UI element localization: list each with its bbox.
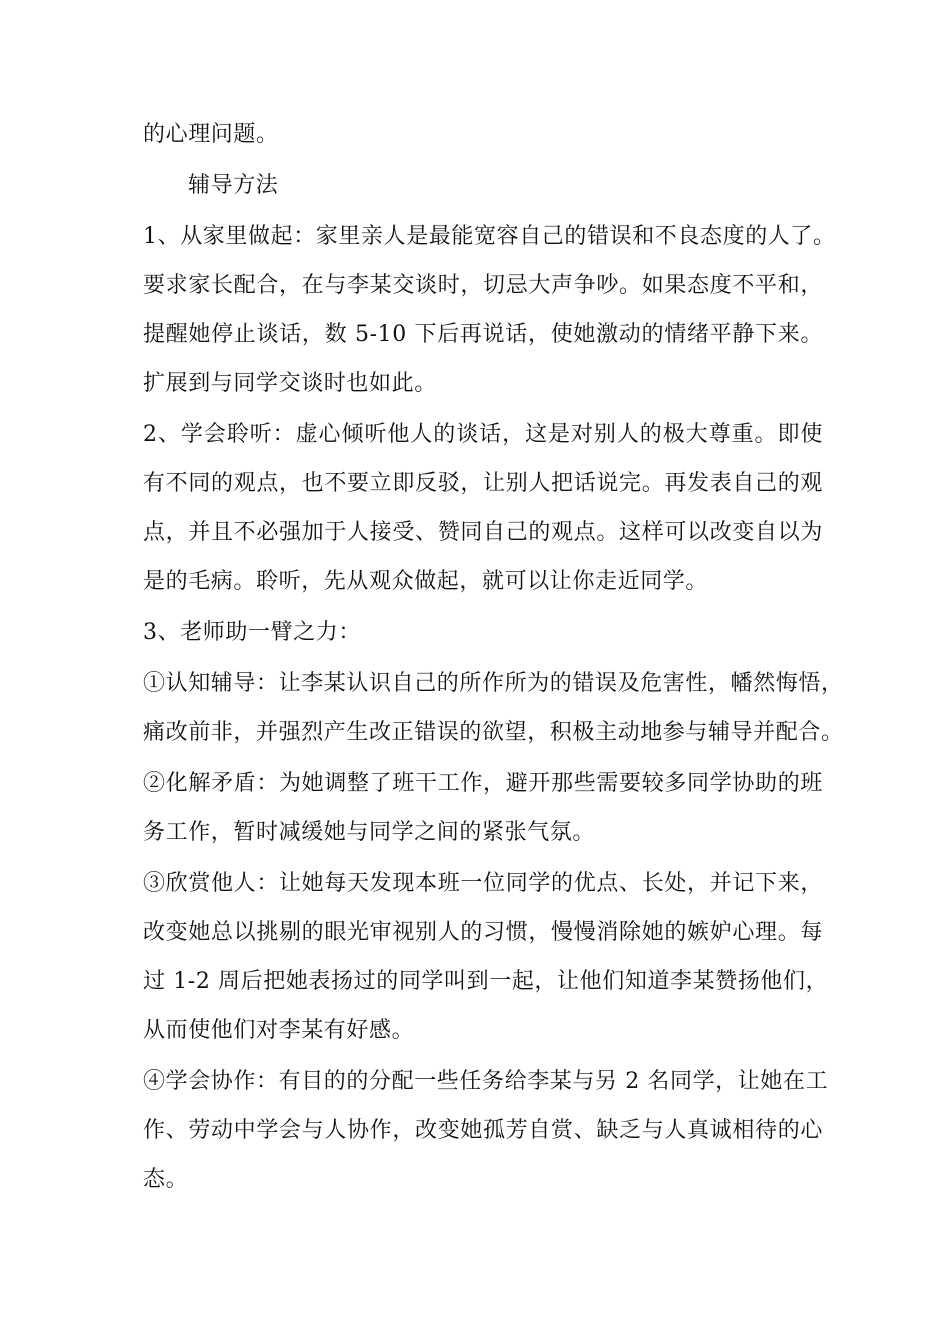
text-line: ④学会协作：有目的的分配一些任务给李某与另 2 名同学，让她在工 <box>143 1069 829 1094</box>
text-line: 从而使他们对李某有好感。 <box>143 1018 415 1043</box>
text-line: 态。 <box>143 1167 189 1192</box>
text-line: ③欣赏他人：让她每天发现本班一位同学的优点、长处，并记下来， <box>143 871 823 896</box>
text-line: 点，并且不必强加于人接受、赞同自己的观点。这样可以改变自以为 <box>143 520 823 545</box>
text-line: ②化解矛盾：为她调整了班干工作，避开那些需要较多同学协助的班 <box>143 771 823 796</box>
text-line: 要求家长配合，在与李某交谈时，切忌大声争吵。如果态度不平和， <box>143 273 823 298</box>
text-line: 2、学会聆听：虚心倾听他人的谈话，这是对别人的极大尊重。即使 <box>143 422 823 447</box>
text-line: 改变她总以挑剔的眼光审视别人的习惯，慢慢消除她的嫉妒心理。每 <box>143 920 823 945</box>
text-line: 1、从家里做起：家里亲人是最能宽容自己的错误和不良态度的人了。 <box>143 224 836 249</box>
section-heading: 辅导方法 <box>188 173 279 198</box>
text-line: 的心理问题。 <box>143 122 279 147</box>
text-line: 有不同的观点，也不要立即反驳，让别人把话说完。再发表自己的观 <box>143 471 823 496</box>
text-line: ①认知辅导：让李某认识自己的所作所为的错误及危害性，幡然悔悟， <box>143 671 844 696</box>
text-line: 作、劳动中学会与人协作，改变她孤芳自赏、缺乏与人真诚相待的心 <box>143 1118 823 1143</box>
text-line: 过 1-2 周后把她表扬过的同学叫到一起，让他们知道李某赞扬他们， <box>143 969 829 994</box>
text-line: 痛改前非，并强烈产生改正错误的欲望，积极主动地参与辅导并配合。 <box>143 720 844 745</box>
text-line: 是的毛病。聆听，先从观众做起，就可以让你走近同学。 <box>143 569 709 594</box>
text-line: 3、老师助一臂之力： <box>143 620 361 645</box>
text-line: 扩展到与同学交谈时也如此。 <box>143 371 437 396</box>
text-line: 务工作，暂时减缓她与同学之间的紧张气氛。 <box>143 820 596 845</box>
text-line: 提醒她停止谈话，数 5-10 下后再说话，使她激动的情绪平静下来。 <box>143 322 823 347</box>
